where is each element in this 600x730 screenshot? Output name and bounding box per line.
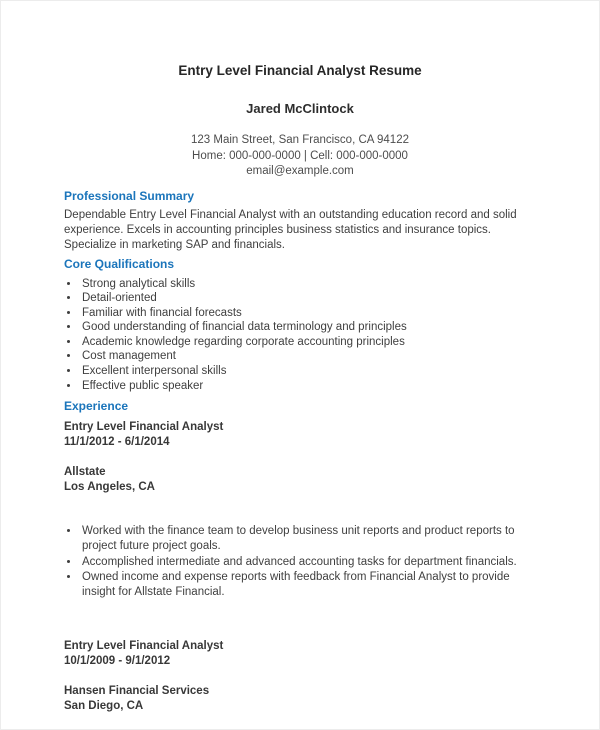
email-line: email@example.com — [246, 165, 354, 177]
section-heading-experience: Experience — [64, 399, 129, 414]
job-duty-item: • Accomplished intermediate and advanced accounting tasks for department financials. — [80, 555, 541, 570]
phone-line: Home: 000-000-0000 | Cell: 000-000-0000 — [192, 149, 408, 162]
job-company: Allstate — [64, 466, 106, 479]
section-heading-professional-summary: Professional Summary — [64, 188, 195, 203]
qualification-item: • Cost management — [80, 349, 541, 364]
job-duties-list — [64, 524, 541, 600]
job-company-block — [64, 465, 541, 495]
job-title: Entry Level Financial Analyst — [64, 640, 224, 653]
qualification-item: • Detail-oriented — [80, 291, 541, 306]
job-company-block — [64, 684, 541, 714]
resume-body — [1, 189, 599, 715]
document-title: Entry Level Financial Analyst Resume — [178, 63, 422, 78]
experience-entry — [64, 420, 541, 600]
job-location: San Diego, CA — [64, 700, 144, 713]
qualification-item: • Good understanding of financial data terminology and principles — [80, 320, 541, 335]
professional-summary-text: Dependable Entry Level Financial Analyst with an outstanding education record and solid experience. Excels in accounting principles business statistics and insurance topics. Specialize in marketing SAP and financials. — [64, 208, 517, 251]
qualification-item: • Effective public speaker — [80, 379, 541, 394]
qualification-item: • Familiar with financial forecasts — [80, 306, 541, 321]
address-line: 123 Main Street, San Francisco, CA 94122 — [191, 134, 409, 146]
experience-entry — [64, 639, 541, 714]
job-duty-item: • Owned income and expense reports with feedback from Financial Analyst to provide insight for Allstate Financial. — [80, 570, 541, 600]
job-title: Entry Level Financial Analyst — [64, 421, 224, 434]
qualification-item: • Academic knowledge regarding corporate accounting principles — [80, 335, 541, 350]
contact-block — [1, 133, 599, 180]
job-dates: 11/1/2012 - 6/1/2014 — [64, 436, 170, 449]
job-company: Hansen Financial Services — [64, 685, 210, 698]
job-location: Los Angeles, CA — [64, 481, 155, 494]
core-qualifications-list — [64, 277, 541, 394]
section-heading-core-qualifications: Core Qualifications — [64, 256, 175, 271]
candidate-name: Jared McClintock — [246, 101, 354, 116]
job-duty-item: • Worked with the finance team to develop business unit reports and product reports to project future project goals. — [80, 524, 541, 554]
qualification-item: • Excellent interpersonal skills — [80, 364, 541, 379]
qualification-item: • Strong analytical skills — [80, 277, 541, 292]
job-dates: 10/1/2009 - 9/1/2012 — [64, 655, 171, 668]
